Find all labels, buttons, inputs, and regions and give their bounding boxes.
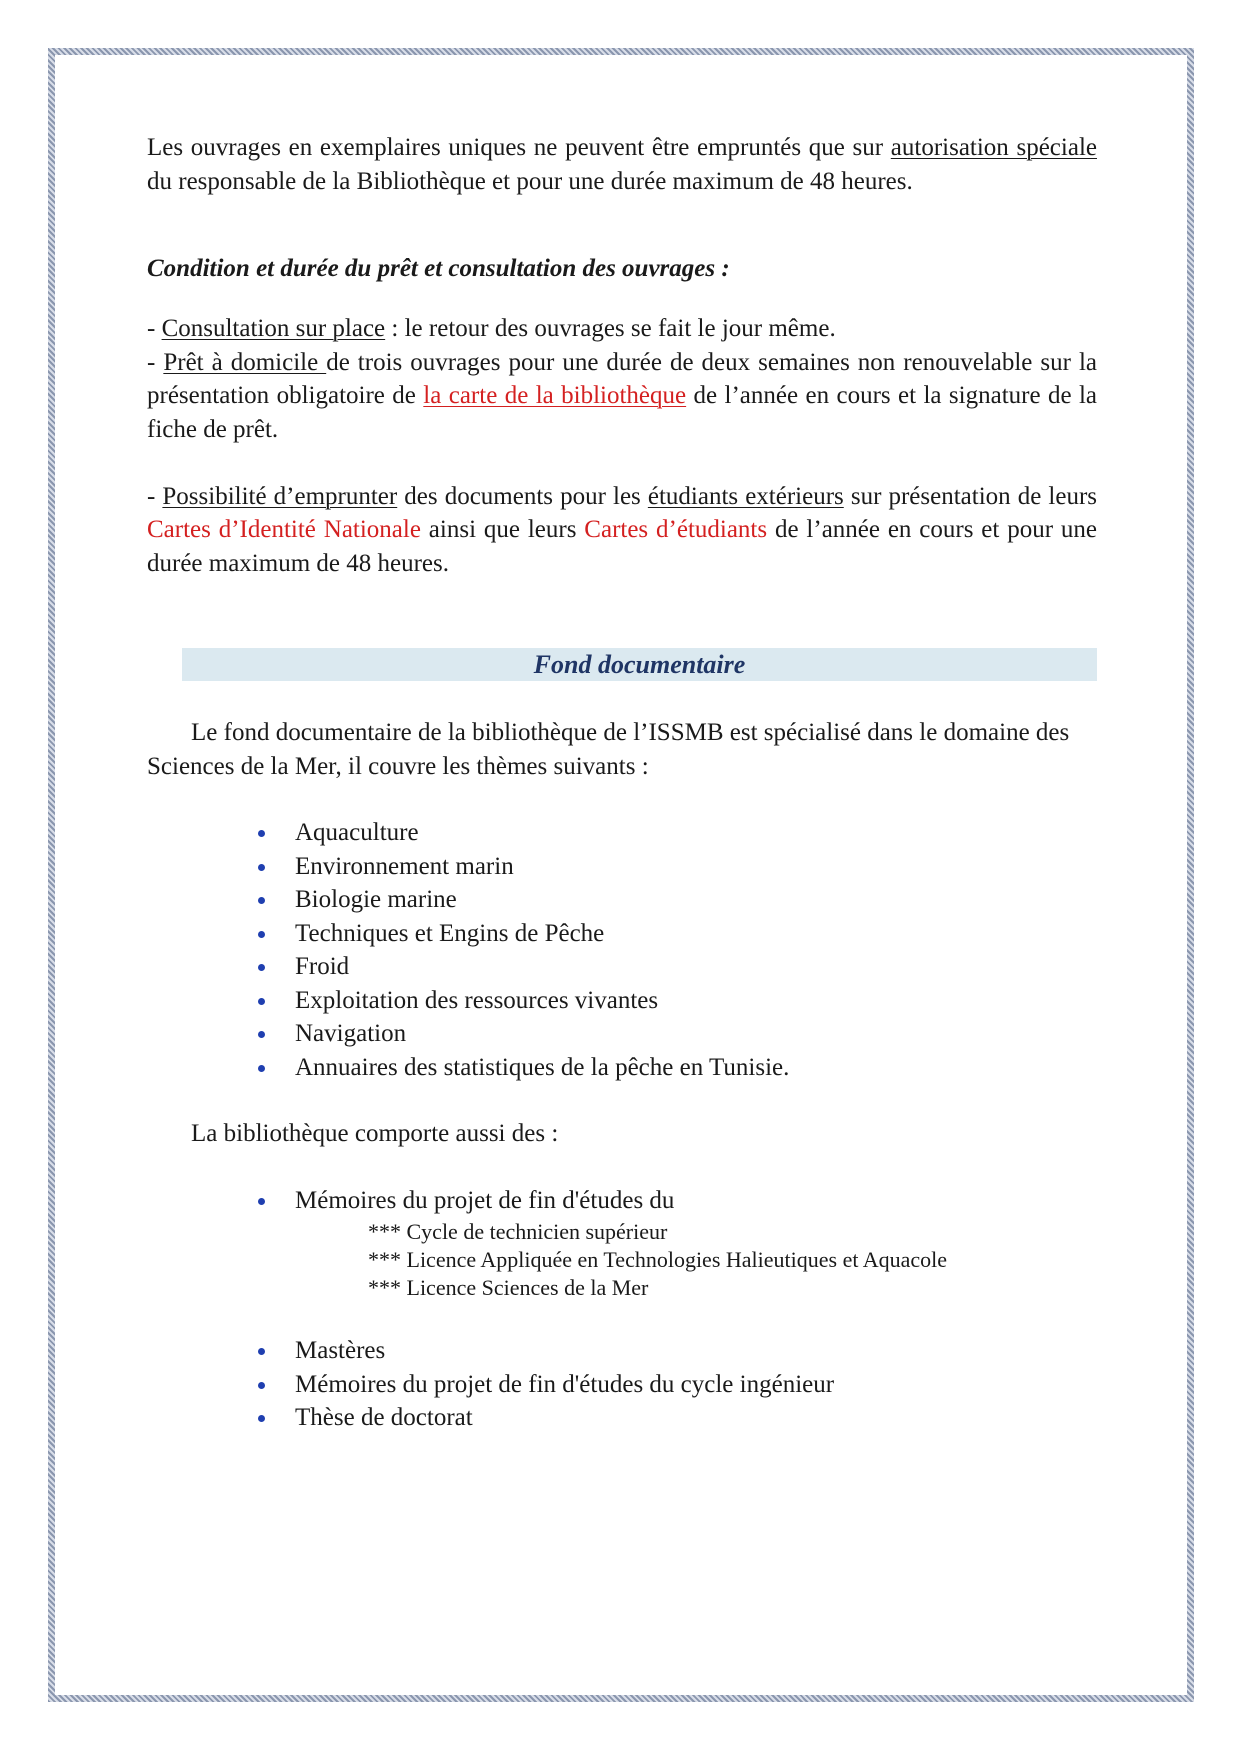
list-item (147, 984, 1097, 1018)
item3-text1: des documents pour les (397, 482, 648, 510)
item1-text: : le retour des ouvrages se fait le jour même. (385, 315, 836, 342)
list-item (147, 850, 1097, 884)
list-item (147, 883, 1097, 917)
bullet-icon (258, 998, 265, 1005)
also-text: La bibliothèque comporte aussi des : (191, 1120, 559, 1147)
list-item-memoires (147, 1184, 1097, 1218)
item3-prefix: - (147, 482, 163, 510)
list-item (147, 917, 1097, 951)
item3-label: Possibilité d’emprunter (162, 482, 398, 510)
memoires-sub-2: *** Licence Appliquée en Technologies Halieutiques et Aquacole (368, 1247, 948, 1272)
bullet-icon (258, 931, 265, 938)
bullet-icon (258, 830, 265, 837)
intro-text-before: Les ouvrages en exemplaires uniques ne peuvent être empruntés que sur (147, 134, 891, 161)
condition-item-pret (147, 346, 1097, 447)
item3-text2: sur présentation de leurs (843, 482, 1097, 510)
list-item-text: Aquaculture (295, 819, 419, 846)
bullet-icon (258, 1065, 265, 1072)
bullet-icon (258, 964, 265, 971)
bullet-icon (258, 864, 265, 871)
list-item-text: Mastères (295, 1337, 386, 1364)
memoires-list (147, 1184, 1097, 1218)
cartes-etudiants-text: Cartes d’étudiants (584, 516, 768, 543)
autorisation-speciale: autorisation spéciale (890, 134, 1097, 161)
condition-item-exterieurs (147, 480, 1097, 581)
condition-item-consultation (147, 312, 1097, 346)
item2-label: Prêt à domicile (163, 348, 327, 376)
memoires-label: Mémoires du projet de fin d'études du (295, 1187, 675, 1214)
list-item (147, 950, 1097, 984)
list-item-text: Mémoires du projet de fin d'études du cycle ingénieur (295, 1370, 835, 1398)
list-item-text: Navigation (295, 1020, 407, 1047)
item2-prefix: - (147, 348, 164, 376)
carte-bibliotheque-link[interactable]: la carte de la bibliothèque (423, 382, 687, 409)
conditions-heading: Condition et durée du prêt et consultation des ouvrages : (147, 255, 730, 282)
list-item-text: Annuaires des statistiques de la pêche en Tunisie. (295, 1053, 790, 1081)
list-item-text: Techniques et Engins de Pêche (295, 919, 605, 947)
bullet-icon (258, 1198, 265, 1205)
bullet-icon (258, 1415, 265, 1422)
list-item-text: Biologie marine (295, 886, 457, 913)
themes-list (147, 816, 1097, 1084)
fond-documentaire-title: Fond documentaire (182, 648, 1097, 681)
list-item-text: Exploitation des ressources vivantes (295, 986, 659, 1014)
list-item-text: Froid (295, 953, 350, 980)
item3-text3: ainsi que leurs (420, 516, 585, 543)
list-item (147, 1051, 1097, 1085)
bullet-icon (258, 1348, 265, 1355)
list-item (147, 816, 1097, 850)
intro-text-after: du responsable de la Bibliothèque et pour une durée maximum de 48 heures. (147, 167, 913, 195)
item1-label: Consultation sur place (161, 315, 386, 342)
item3-label2: étudiants extérieurs (647, 482, 844, 510)
cartes-identite-text: Cartes d’Identité Nationale (147, 516, 421, 543)
list-item-text: Thèse de doctorat (295, 1404, 473, 1431)
item2-text-before: de trois ouvrages pour une durée de deux semaines non renouvelable sur la présentation obligatoire de (147, 348, 1098, 409)
intro-paragraph (147, 131, 1097, 198)
bullet-icon (258, 1382, 265, 1389)
other-items-list (147, 1334, 1097, 1435)
list-item (147, 1334, 1097, 1368)
bullet-icon (258, 1031, 265, 1038)
item3-text4: de l’année en cours et pour une durée maximum de 48 heures. (147, 516, 1097, 577)
item2-text-after: de l’année en cours et la signature de la fiche de prêt. (147, 382, 1098, 443)
bullet-icon (258, 897, 265, 904)
list-item (147, 1017, 1097, 1051)
memoires-sub-3: *** Licence Sciences de la Mer (368, 1275, 649, 1300)
list-item-text: Environnement marin (295, 852, 514, 880)
list-item (147, 1401, 1097, 1435)
list-item (147, 1368, 1097, 1402)
item1-prefix: - (147, 315, 162, 342)
memoires-sub-1: *** Cycle de technicien supérieur (368, 1219, 668, 1244)
fond-intro-paragraph: Le fond documentaire de la bibliothèque de l’ISSMB est spécialisé dans le domaine des Sciences de la Mer, il couvre les thèmes suivants : (147, 719, 1070, 780)
